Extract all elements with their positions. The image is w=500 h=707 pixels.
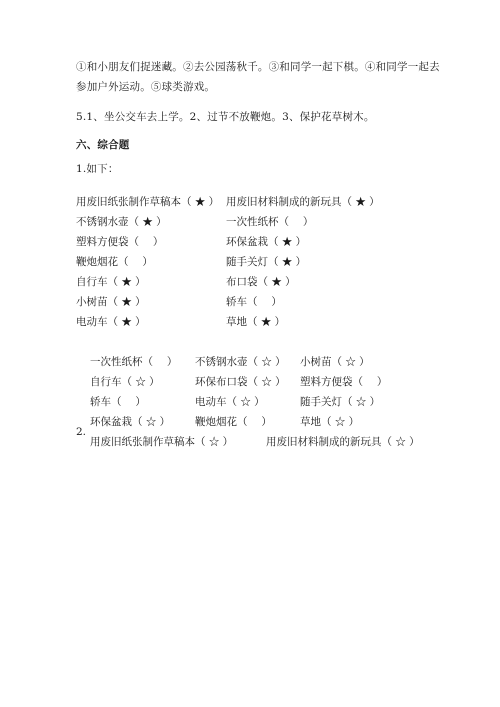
q1-item: 小树苗（ ★ ） <box>76 296 146 308</box>
q2-item: 用废旧材料制成的新玩具（ ☆ ） <box>266 436 420 448</box>
q1-item: 用废旧纸张制作草稿本（ ★ ） <box>76 196 220 208</box>
q1-item: 轿车（ ） <box>226 296 282 308</box>
q2-label: 2. <box>76 426 87 438</box>
q1-item: 自行车（ ★ ） <box>76 276 146 288</box>
q2-item: 电动车（ ☆ ） <box>195 396 265 408</box>
q2-item: 环保盆栽（ ☆ ） <box>90 416 171 428</box>
q1-item: 电动车（ ★ ） <box>76 316 146 328</box>
q2-item: 环保布口袋（ ☆ ） <box>195 376 286 388</box>
q2-item: 用废旧纸张制作草稿本（ ☆ ） <box>90 436 234 448</box>
q1-label: 1.如下： <box>76 163 119 175</box>
q1-item: 草地（ ★ ） <box>226 316 286 328</box>
q4-answer-line-1: ①和小朋友们捉迷藏。②去公园荡秋千。③和同学一起下棋。④和同学一起去 <box>76 61 440 73</box>
q1-item: 随手关灯（ ★ ） <box>226 256 307 268</box>
q1-item: 布口袋（ ★ ） <box>226 276 296 288</box>
q2-item: 小树苗（ ☆ ） <box>300 356 370 368</box>
q1-item: 不锈钢水壶（ ★ ） <box>76 216 167 228</box>
q2-item: 草地（ ☆ ） <box>300 416 360 428</box>
q2-item: 一次性纸杯（ ） <box>90 356 178 368</box>
q1-item: 一次性纸杯（ ） <box>226 216 314 228</box>
q1-item: 用废旧材料制成的新玩具（ ★ ） <box>226 196 380 208</box>
q2-item: 随手关灯（ ☆ ） <box>300 396 381 408</box>
q2-item: 自行车（ ☆ ） <box>90 376 160 388</box>
q1-item: 环保盆栽（ ★ ） <box>226 236 307 248</box>
q2-item: 塑料方便袋（ ） <box>300 376 388 388</box>
q5-answer: 5.1、坐公交车去上学。2、过节不放鞭炮。3、保护花草树木。 <box>76 111 375 123</box>
q4-answer-line-2: 参加户外运动。⑤球类游戏。 <box>76 81 216 93</box>
q1-item: 鞭炮烟花（ ） <box>76 256 153 268</box>
q1-item: 塑料方便袋（ ） <box>76 236 164 248</box>
q2-item: 轿车（ ） <box>90 396 146 408</box>
q2-item: 鞭炮烟花（ ） <box>195 416 272 428</box>
section-title: 六、综合题 <box>76 139 130 151</box>
q2-item: 不锈钢水壶（ ☆ ） <box>195 356 286 368</box>
